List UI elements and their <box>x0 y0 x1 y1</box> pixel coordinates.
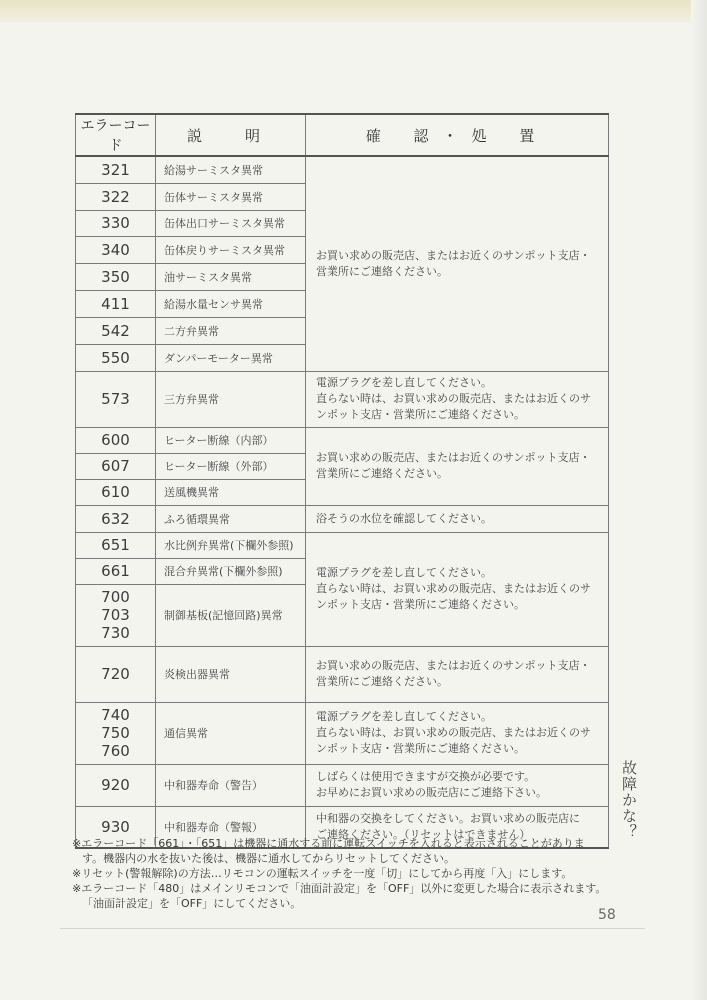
description-cell: 混合弁異常(下欄外参照) <box>156 558 306 584</box>
error-code-cell <box>76 427 156 453</box>
error-code-value: 720 <box>101 665 130 683</box>
action-text-line: 営業所にご連絡ください。 <box>316 675 448 688</box>
table-body <box>76 156 609 848</box>
action-text-line: お買い求めの販売店、またはお近くのサンポット支店・ <box>316 659 591 672</box>
error-code-value: 350 <box>101 267 130 286</box>
action-text-line: 直らない時は、お買い求めの販売店、またはお近くのサ <box>316 582 591 595</box>
bottom-divider <box>60 928 645 929</box>
action-cell <box>306 702 609 764</box>
action-cell <box>306 646 609 702</box>
action-cell <box>306 156 609 371</box>
error-code-table-container <box>75 113 608 849</box>
action-cell <box>306 532 609 646</box>
table-row <box>76 764 609 806</box>
description-cell: 中和器寿命（警告） <box>156 764 306 806</box>
footnote-line: ※リセット(警報解除)の方法…リモコンの運転スイッチを一度「切」にしてから再度「入」にします。 <box>72 867 573 880</box>
error-code-value: 550 <box>101 348 130 367</box>
description-cell: 二方弁異常 <box>156 317 306 344</box>
error-code-value: 651 <box>101 536 130 554</box>
table-row <box>76 702 609 764</box>
page-edge-shadow <box>691 0 707 1000</box>
error-code-value: 607 <box>101 457 130 475</box>
action-text-line: 営業所にご連絡ください。 <box>316 467 448 480</box>
error-code-value: 700 <box>101 588 130 606</box>
footnotes <box>72 836 622 911</box>
footnote-line: す。機器内の水を抜いた後は、機器に通水してからリセットしてください。 <box>82 852 456 865</box>
action-text-line: 営業所にご連絡ください。 <box>316 264 448 278</box>
description-cell: 送風機異常 <box>156 479 306 505</box>
error-code-value: 340 <box>101 240 130 259</box>
header-error-code: エラーコード <box>76 114 156 156</box>
action-text-line: お早めにお買い求めの販売店にご連絡下さい。 <box>316 786 547 799</box>
description-cell: 缶体戻りサーミスタ異常 <box>156 236 306 263</box>
error-code-value: 703 <box>101 606 130 624</box>
error-code-value: 920 <box>101 776 130 794</box>
action-text-line: お買い求めの販売店、またはお近くのサンポット支店・ <box>316 248 591 262</box>
description-cell: ヒーター断線（内部） <box>156 427 306 453</box>
error-code-table <box>75 113 609 849</box>
error-code-cell <box>76 210 156 236</box>
description-cell: 中和器寿命（警報） <box>156 806 306 848</box>
description-cell: 給湯水量センサ異常 <box>156 290 306 317</box>
action-cell <box>306 371 609 427</box>
section-side-label: 故障かな？ <box>620 760 638 840</box>
action-text-line: ンポット支店・営業所にご連絡ください。 <box>316 408 525 421</box>
action-cell <box>306 427 609 505</box>
action-text-line: 電源プラグを差し直してください。 <box>316 710 492 723</box>
description-cell: 制御基板(記憶回路)異常 <box>156 584 306 646</box>
error-code-cell <box>76 156 156 183</box>
description-cell: ふろ循環異常 <box>156 505 306 532</box>
footnote-line: 「油面計設定」を「OFF」にしてください。 <box>82 897 302 910</box>
error-code-value: 573 <box>101 390 130 408</box>
action-text-line: お買い求めの販売店、またはお近くのサンポット支店・ <box>316 451 591 464</box>
error-code-cell <box>76 371 156 427</box>
error-code-cell <box>76 479 156 505</box>
error-code-cell <box>76 558 156 584</box>
error-code-value: 930 <box>101 817 130 836</box>
description-cell: 缶体出口サーミスタ異常 <box>156 210 306 236</box>
description-cell: 通信異常 <box>156 702 306 764</box>
action-text-line: ご連絡ください。（リセットはできません） <box>316 827 531 841</box>
error-code-cell <box>76 290 156 317</box>
action-text-line: ンポット支店・営業所にご連絡ください。 <box>316 598 525 611</box>
error-code-cell <box>76 344 156 371</box>
table-header-row <box>76 114 609 156</box>
error-code-cell <box>76 236 156 263</box>
page-number: 58 <box>598 907 616 923</box>
action-text-line: 直らない時は、お買い求めの販売店、またはお近くのサ <box>316 392 591 405</box>
error-code-value: 661 <box>101 562 130 580</box>
table-row <box>76 505 609 532</box>
action-text-line: 電源プラグを差し直してください。 <box>316 566 492 579</box>
error-code-value: 330 <box>101 214 130 232</box>
error-code-value: 321 <box>101 160 130 179</box>
error-code-value: 730 <box>101 624 130 642</box>
description-cell: 缶体サーミスタ異常 <box>156 183 306 210</box>
error-code-cell <box>76 317 156 344</box>
error-code-value: 322 <box>101 187 130 206</box>
table-row <box>76 371 609 427</box>
error-code-cell <box>76 505 156 532</box>
error-code-value: 740 <box>101 706 130 724</box>
table-row <box>76 156 609 183</box>
description-cell: ダンパーモーター異常 <box>156 344 306 371</box>
error-code-cell <box>76 263 156 290</box>
table-row <box>76 646 609 702</box>
description-cell: 水比例弁異常(下欄外参照) <box>156 532 306 558</box>
error-code-value: 600 <box>101 431 130 449</box>
footnote-line: ※エラーコード「480」はメインリモコンで「油面計設定」を「OFF」以外に変更した場合に表示されます。 <box>72 882 607 895</box>
error-code-value: 750 <box>101 724 130 742</box>
error-code-cell <box>76 702 156 764</box>
action-text-line: ンポット支店・営業所にご連絡ください。 <box>316 742 525 755</box>
description-cell: ヒーター断線（外部） <box>156 453 306 479</box>
action-cell <box>306 505 609 532</box>
error-code-cell <box>76 183 156 210</box>
scan-top-band <box>0 0 707 22</box>
description-cell: 三方弁異常 <box>156 371 306 427</box>
action-text-line: 中和器の交換をしてください。お買い求めの販売店に <box>316 811 580 825</box>
error-code-cell <box>76 764 156 806</box>
action-text-line: しばらくは使用できますが交換が必要です。 <box>316 770 536 783</box>
error-code-value: 632 <box>101 509 130 528</box>
description-cell: 給湯サーミスタ異常 <box>156 156 306 183</box>
action-cell <box>306 764 609 806</box>
header-description: 説 明 <box>156 114 306 156</box>
footnote-line: ※エラーコード「661」・「651」は機器に通水する前に運転スイッチを入れると表示されることがありま <box>72 837 585 850</box>
table-row <box>76 532 609 558</box>
table-row <box>76 427 609 453</box>
header-action: 確 認・処 置 <box>306 114 609 156</box>
error-code-cell <box>76 532 156 558</box>
error-code-cell <box>76 646 156 702</box>
description-cell: 油サーミスタ異常 <box>156 263 306 290</box>
error-code-value: 760 <box>101 742 130 760</box>
error-code-value: 411 <box>101 294 130 313</box>
error-code-value: 542 <box>101 321 130 340</box>
action-text-line: 浴そうの水位を確認してください。 <box>316 511 492 525</box>
action-text-line: 直らない時は、お買い求めの販売店、またはお近くのサ <box>316 726 591 739</box>
error-code-cell <box>76 453 156 479</box>
action-text-line: 電源プラグを差し直してください。 <box>316 376 492 389</box>
error-code-value: 610 <box>101 483 130 501</box>
description-cell: 炎検出器異常 <box>156 646 306 702</box>
error-code-cell <box>76 584 156 646</box>
